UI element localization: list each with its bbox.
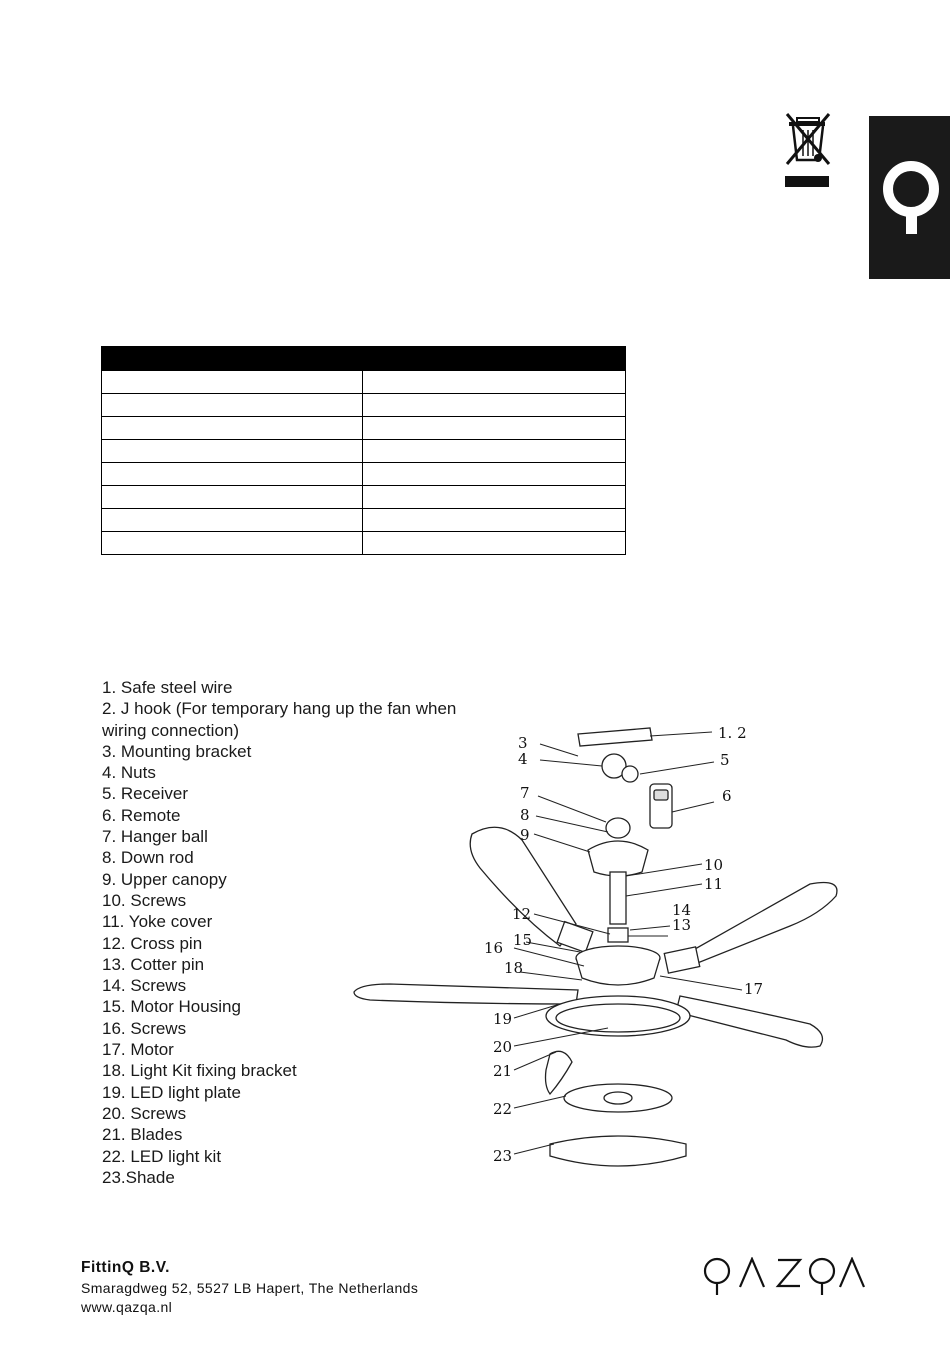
list-item: 19. LED light plate (102, 1082, 241, 1102)
list-item: 16. Screws (102, 1018, 187, 1038)
table-cell (102, 440, 363, 463)
list-item: 6. Remote (102, 805, 181, 825)
callout-11: 11 (704, 875, 724, 893)
callout-15: 15 (513, 931, 533, 949)
table-header-cell (102, 347, 363, 371)
table-cell (102, 371, 363, 394)
mounting-bracket-shape (578, 728, 652, 746)
table-row (102, 486, 626, 509)
table-cell (363, 463, 626, 486)
callout-9: 9 (520, 826, 530, 844)
table-row (102, 509, 626, 532)
list-item: 4. Nuts (102, 763, 156, 783)
table-header-cell (363, 347, 626, 371)
table-row (102, 463, 626, 486)
down-rod-shape (610, 872, 626, 924)
table-cell (102, 532, 363, 555)
list-item: 15. Motor Housing (102, 997, 241, 1017)
crossed-out-bin-icon (783, 112, 833, 190)
table-header-row (102, 347, 626, 371)
table-cell (102, 509, 363, 532)
list-item: 1. Safe steel wire (102, 678, 233, 697)
table-cell (102, 486, 363, 509)
list-item: 13. Cotter pin (102, 954, 205, 974)
footer-address: Smaragdweg 52, 5527 LB Hapert, The Netherlands (81, 1280, 419, 1296)
callout-14: 14 (672, 901, 692, 919)
table-cell (363, 486, 626, 509)
table-cell (102, 417, 363, 440)
callout-3: 3 (518, 734, 528, 752)
qazqa-logo (702, 1257, 867, 1299)
callout-13: 13 (672, 916, 692, 934)
specification-table (101, 346, 626, 555)
callout-12: 12 (512, 905, 532, 923)
list-item: 22. LED light kit (102, 1146, 222, 1166)
callout-17: 17 (744, 980, 764, 998)
list-item: 17. Motor (102, 1040, 174, 1060)
callout-23: 23 (493, 1147, 513, 1165)
shade-shape (550, 1136, 686, 1166)
callout-20: 20 (493, 1038, 513, 1056)
list-item: 12. Cross pin (102, 933, 203, 953)
callout-4: 4 (518, 750, 528, 768)
table-row (102, 417, 626, 440)
list-item: wiring connection) (102, 720, 240, 740)
list-item: 11. Yoke cover (102, 912, 213, 932)
blade-shape (676, 996, 822, 1047)
table-row (102, 440, 626, 463)
table-cell (363, 532, 626, 555)
footer-website: www.qazqa.nl (81, 1299, 173, 1315)
blade-shape (546, 1051, 573, 1094)
list-item: 18. Light Kit fixing bracket (102, 1061, 297, 1081)
list-item: 5. Receiver (102, 784, 188, 804)
callout-5: 5 (720, 751, 730, 769)
list-item: 7. Hanger ball (102, 827, 208, 847)
hanger-ball-shape (606, 818, 630, 838)
list-item: 10. Screws (102, 890, 187, 910)
callout-10: 10 (704, 856, 724, 874)
list-item: 9. Upper canopy (102, 869, 227, 889)
callout-8: 8 (520, 806, 530, 824)
table-cell (363, 394, 626, 417)
callout-1-2: 1. 2 (718, 724, 747, 742)
list-item: 2. J hook (For temporary hang up the fan when (102, 699, 457, 719)
table-row (102, 532, 626, 555)
callout-16: 16 (484, 939, 504, 957)
footer-company-name: FittinQ B.V. (81, 1259, 170, 1276)
list-item: 20. Screws (102, 1103, 187, 1123)
upper-canopy-shape (588, 841, 648, 876)
table-row (102, 371, 626, 394)
callout-18: 18 (504, 959, 524, 977)
blade-shape (354, 984, 578, 1004)
yoke-cover-shape (608, 928, 628, 942)
table-cell (102, 394, 363, 417)
list-item: 23.Shade (102, 1167, 175, 1187)
table-cell (363, 440, 626, 463)
table-cell (363, 371, 626, 394)
side-brand-tab (869, 116, 950, 279)
table-row (102, 394, 626, 417)
table-cell (363, 509, 626, 532)
callout-7: 7 (520, 784, 530, 802)
list-item: 8. Down rod (102, 848, 194, 868)
table-cell (363, 417, 626, 440)
qazqa-q-icon (869, 116, 950, 279)
list-item: 14. Screws (102, 976, 187, 996)
list-item: 21. Blades (102, 1125, 183, 1145)
callout-19: 19 (493, 1010, 513, 1028)
callout-22: 22 (493, 1100, 513, 1118)
callout-21: 21 (493, 1062, 513, 1080)
blade-shape (470, 827, 576, 946)
list-item: 3. Mounting bracket (102, 741, 252, 761)
fan-exploded-diagram (350, 700, 840, 1180)
callout-6: 6 (722, 787, 732, 805)
table-cell (102, 463, 363, 486)
